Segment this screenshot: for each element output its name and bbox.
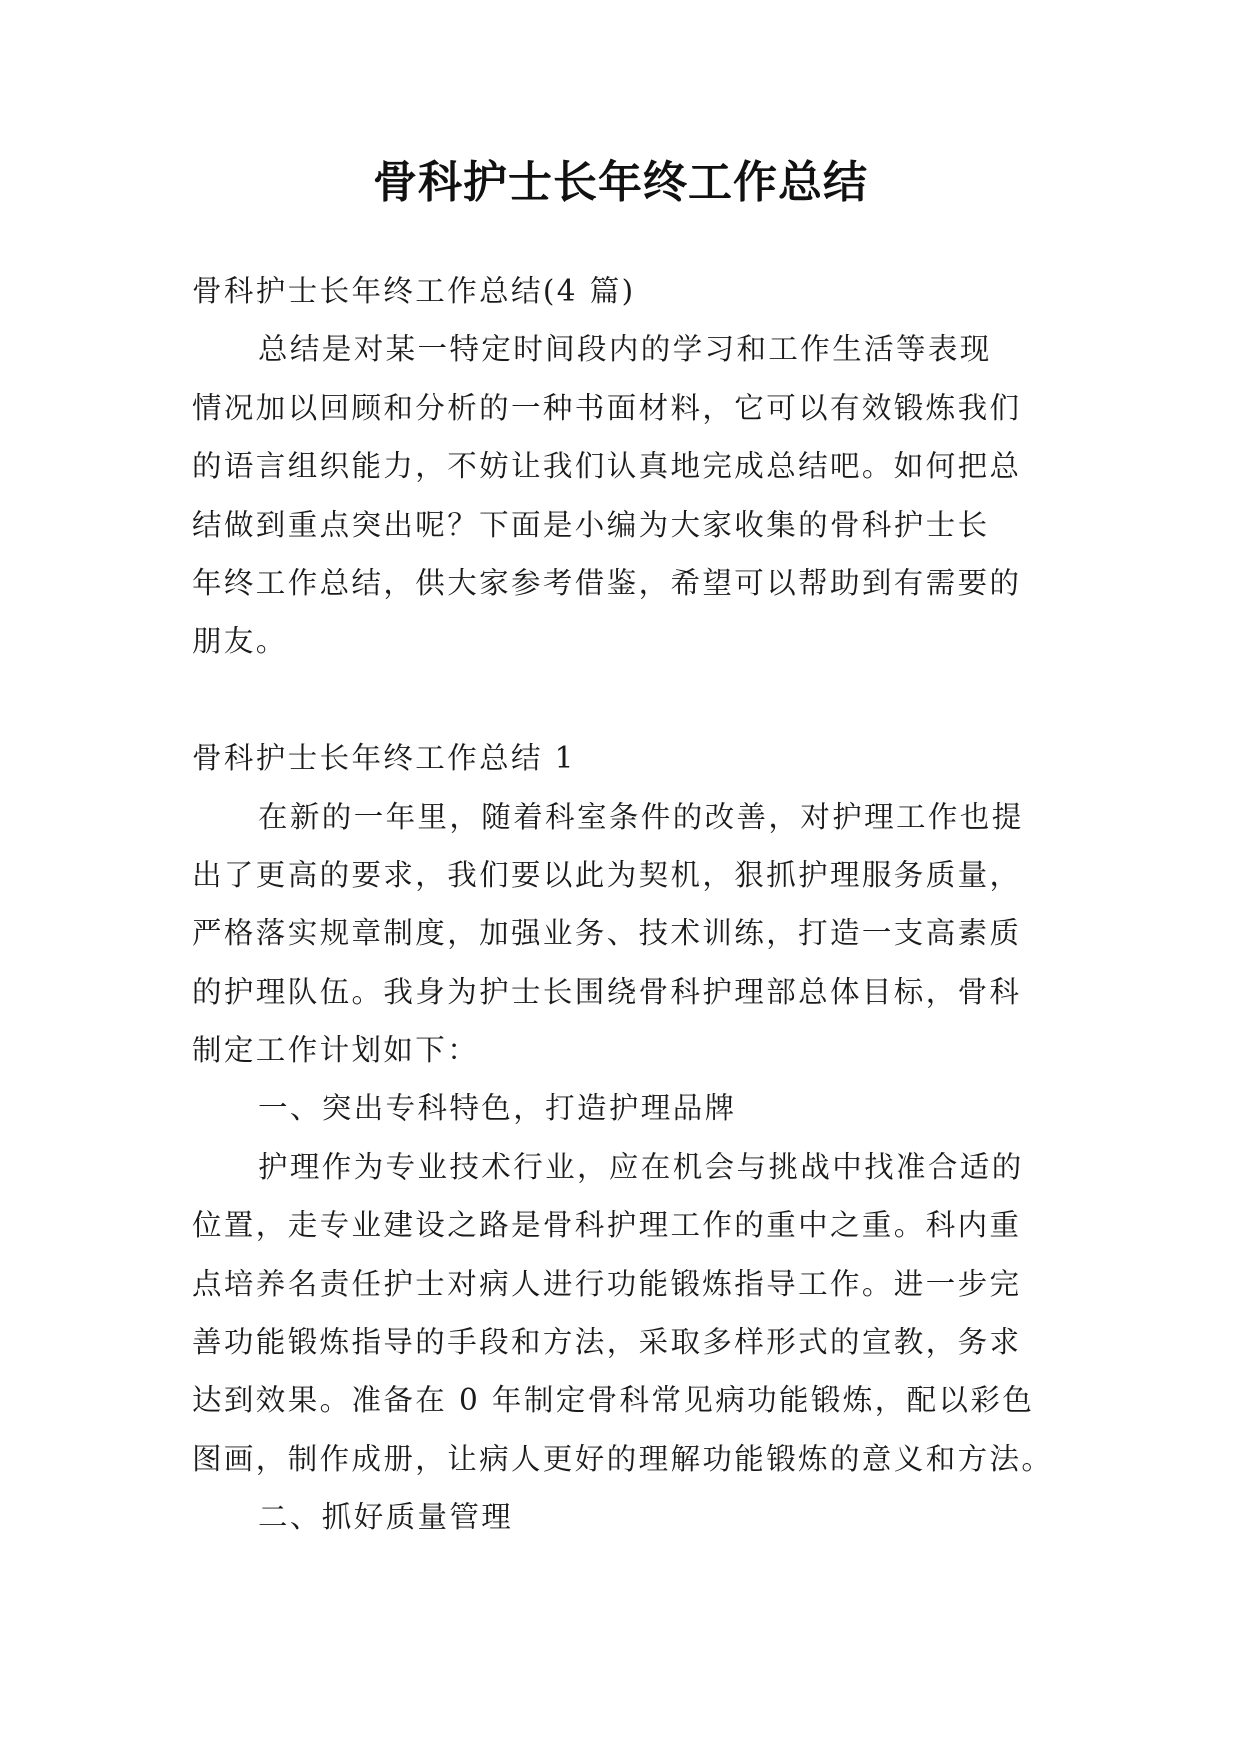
intro-line: 的语言组织能力，不妨让我们认真地完成总结吧。如何把总 — [192, 449, 1022, 484]
paragraph-line: 图画，制作成册，让病人更好的理解功能锻炼的意义和方法。 — [192, 1441, 1054, 1476]
point-heading: 二、抓好质量管理 — [258, 1500, 514, 1535]
intro-line: 朋友。 — [192, 624, 288, 659]
document-subtitle: 骨科护士长年终工作总结(4 篇) — [192, 274, 636, 308]
section-heading: 骨科护士长年终工作总结 1 — [192, 741, 576, 776]
paragraph-line: 严格落实规章制度，加强业务、技术训练，打造一支高素质 — [192, 916, 1022, 951]
paragraph-line: 出了更高的要求，我们要以此为契机，狠抓护理服务质量， — [192, 857, 1022, 892]
paragraph-line: 点培养名责任护士对病人进行功能锻炼指导工作。进一步完 — [192, 1266, 1022, 1301]
paragraph-line: 在新的一年里，随着科室条件的改善，对护理工作也提 — [258, 799, 1024, 834]
paragraph-line: 达到效果。准备在 0 年制定骨科常见病功能锻炼，配以彩色 — [192, 1383, 1035, 1418]
intro-line: 结做到重点突出呢？下面是小编为大家收集的骨科护士长 — [192, 507, 990, 542]
paragraph-spacer — [192, 671, 1072, 729]
paragraph-line: 善功能锻炼指导的手段和方法，采取多样形式的宣教，务求 — [192, 1325, 1022, 1360]
document-body — [192, 262, 1072, 1547]
paragraph-line: 位置，走专业建设之路是骨科护理工作的重中之重。科内重 — [192, 1208, 1022, 1243]
intro-line: 总结是对某一特定时间段内的学习和工作生活等表现 — [258, 332, 992, 367]
paragraph-line: 护理作为专业技术行业，应在机会与挑战中找准合适的 — [258, 1149, 1024, 1184]
document-title: 骨科护士长年终工作总结 — [373, 157, 868, 208]
paragraph-line: 的护理队伍。我身为护士长围绕骨科护理部总体目标，骨科 — [192, 974, 1022, 1009]
intro-line: 年终工作总结，供大家参考借鉴，希望可以帮助到有需要的 — [192, 565, 1022, 600]
paragraph-line: 制定工作计划如下： — [192, 1033, 480, 1068]
intro-line: 情况加以回顾和分析的一种书面材料，它可以有效锻炼我们 — [192, 390, 1022, 425]
point-heading: 一、突出专科特色，打造护理品牌 — [258, 1091, 737, 1126]
